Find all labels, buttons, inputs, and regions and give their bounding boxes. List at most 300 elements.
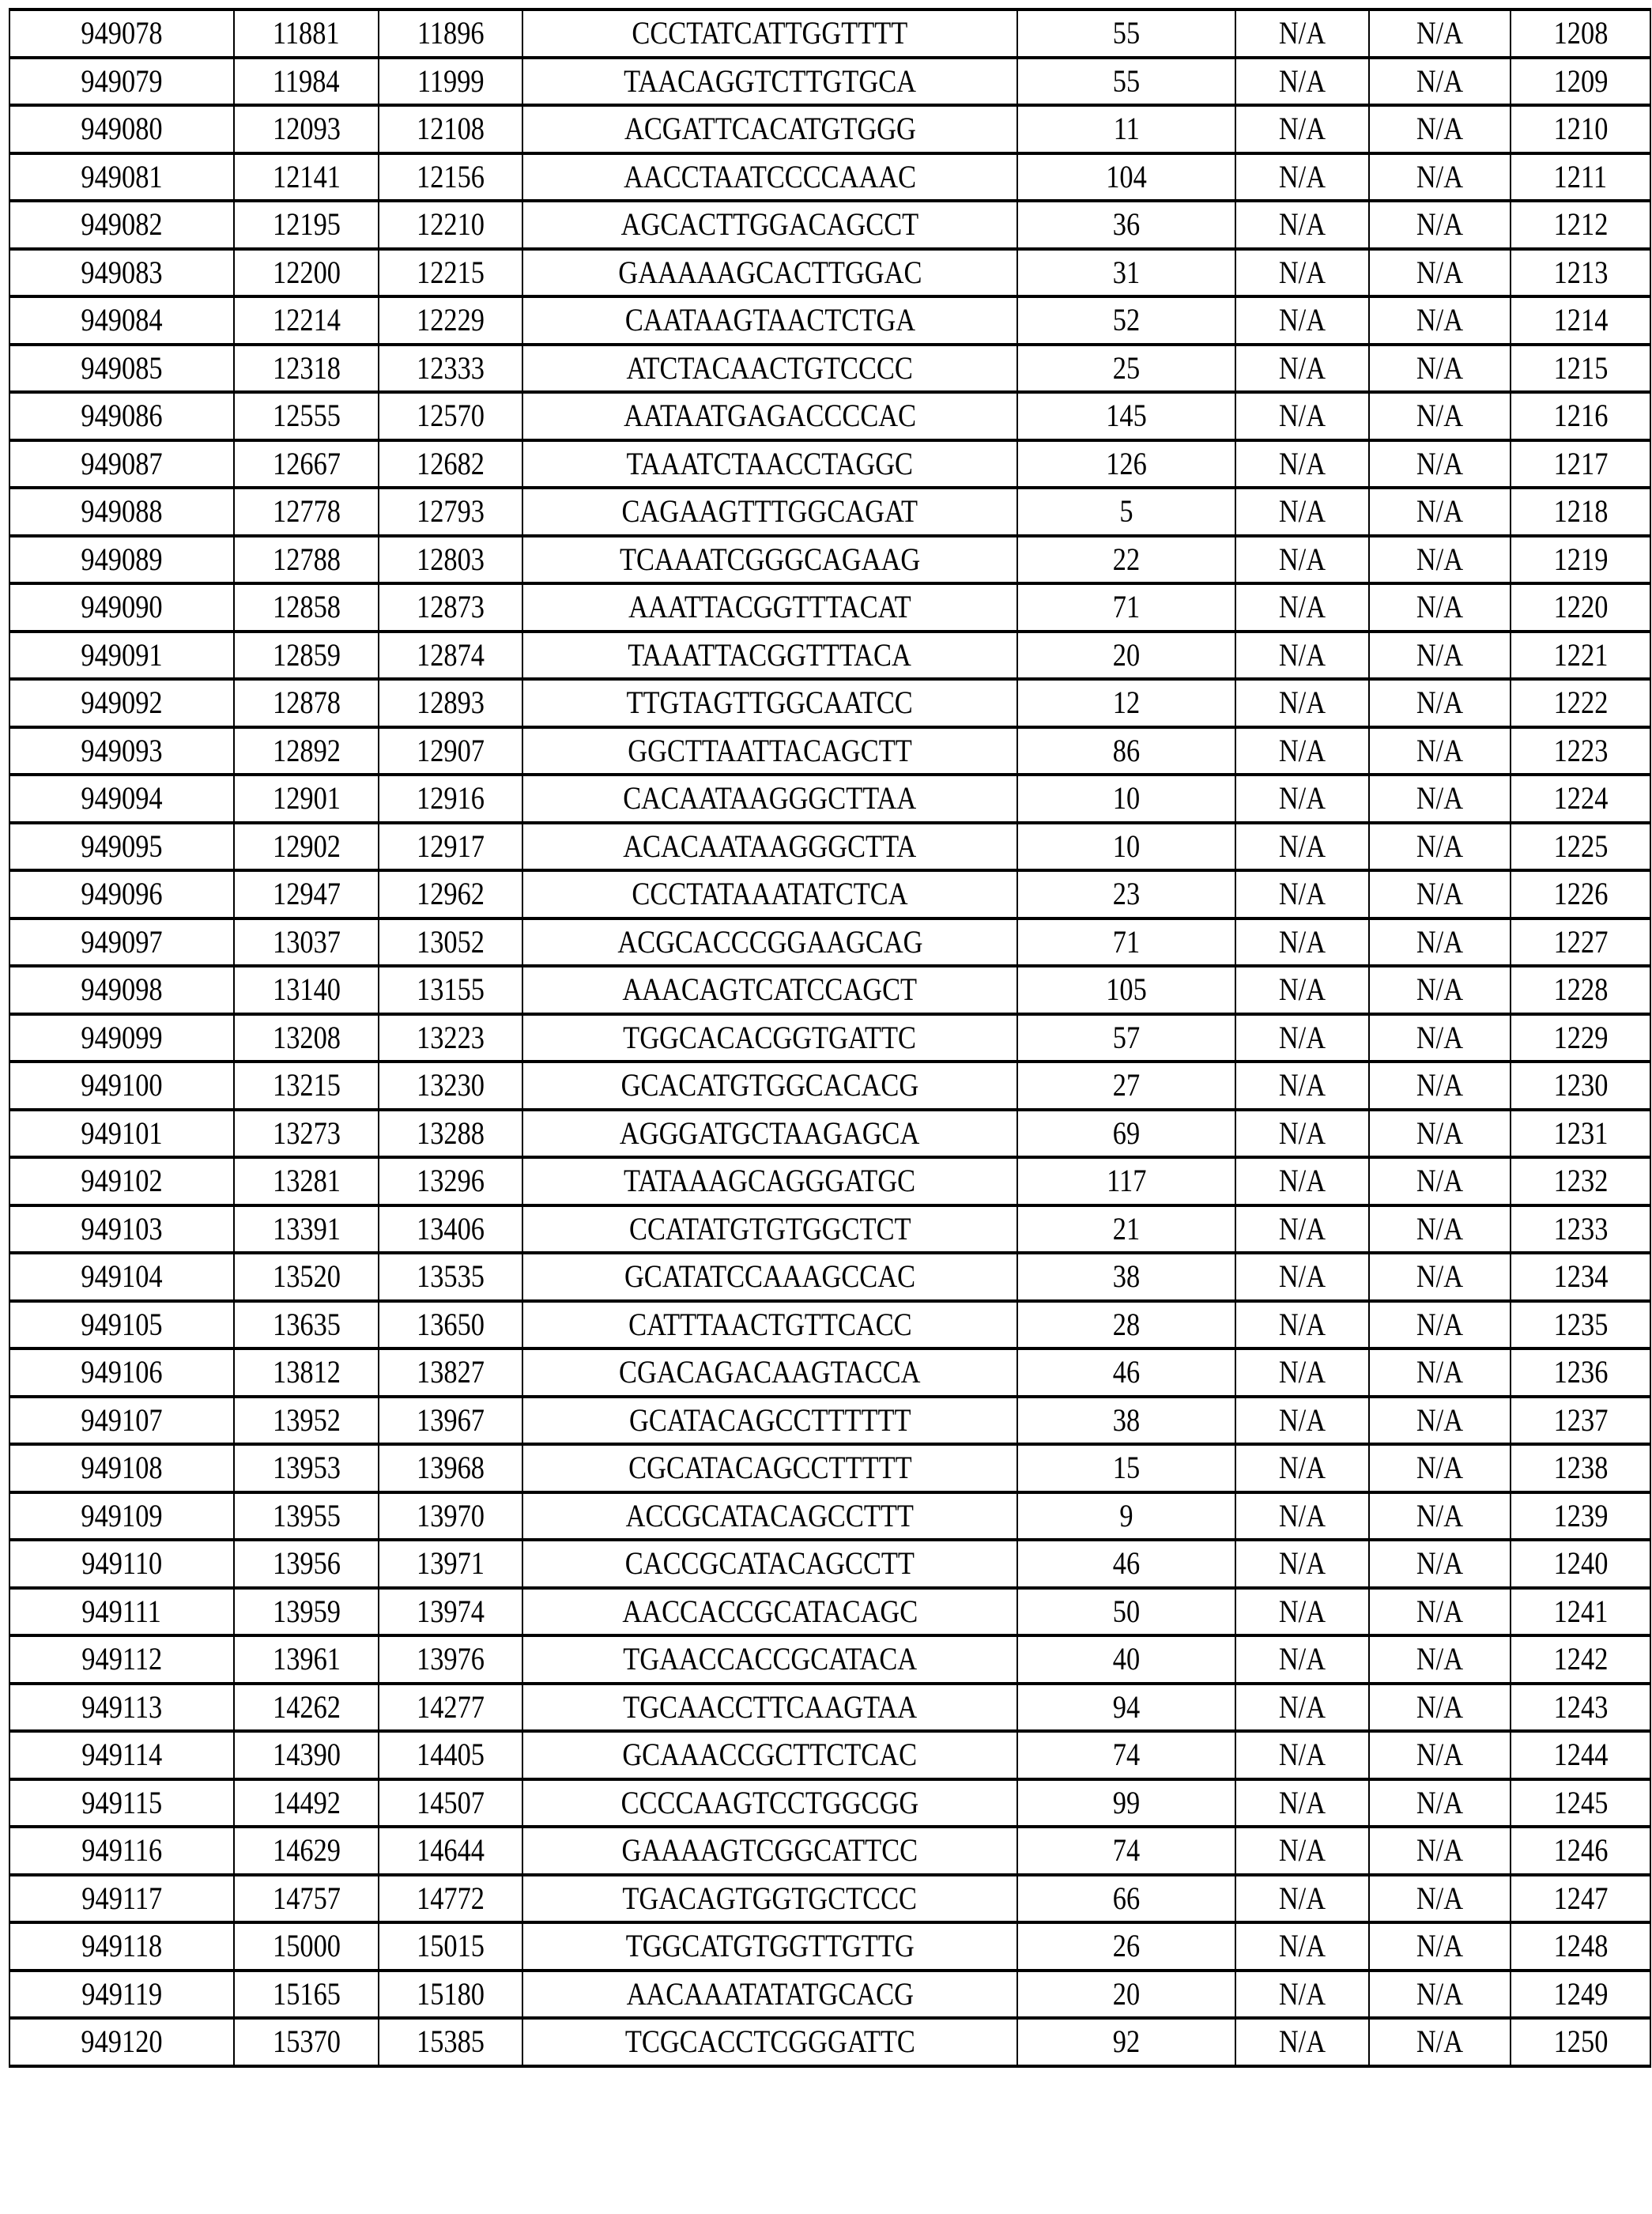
cell-stop-site xyxy=(379,1157,522,1205)
cell-sequence xyxy=(522,1971,1017,2019)
cell-text: N/A xyxy=(1279,1356,1326,1388)
table-row xyxy=(9,1731,1650,1779)
cell-sequence xyxy=(522,775,1017,823)
cell-na-col-1 xyxy=(1235,105,1369,153)
cell-text: ACGATTCACATGTGGG xyxy=(624,113,916,145)
cell-text: N/A xyxy=(1279,1452,1326,1484)
cell-compound-id xyxy=(9,1731,234,1779)
cell-stop-site xyxy=(379,1540,522,1588)
cell-value xyxy=(1017,1444,1235,1492)
cell-text: 949080 xyxy=(81,113,162,145)
cell-text: 949090 xyxy=(81,591,162,623)
cell-value xyxy=(1017,1157,1235,1205)
cell-text: AAATTACGGTTTACAT xyxy=(628,591,911,623)
cell-text: N/A xyxy=(1279,496,1326,527)
cell-seq-id-no xyxy=(1511,727,1650,775)
cell-stop-site xyxy=(379,1588,522,1636)
cell-text: AGCACTTGGACAGCCT xyxy=(621,209,919,240)
cell-value xyxy=(1017,1731,1235,1779)
cell-text: 13970 xyxy=(417,1500,485,1532)
cell-text: N/A xyxy=(1416,591,1463,623)
cell-compound-id xyxy=(9,775,234,823)
cell-start-site xyxy=(234,583,379,632)
cell-value xyxy=(1017,1062,1235,1110)
cell-value xyxy=(1017,966,1235,1014)
cell-start-site xyxy=(234,1062,379,1110)
cell-text: N/A xyxy=(1416,1069,1463,1101)
cell-text: 46 xyxy=(1113,1356,1140,1388)
table-row xyxy=(9,153,1650,202)
cell-text: 15000 xyxy=(273,1930,341,1962)
cell-start-site xyxy=(234,1492,379,1541)
cell-text: N/A xyxy=(1416,544,1463,575)
cell-text: 1215 xyxy=(1553,353,1608,384)
cell-text: 13140 xyxy=(273,974,341,1005)
cell-stop-site xyxy=(379,679,522,727)
cell-text: AACCTAATCCCCAAAC xyxy=(624,161,916,193)
cell-text: 11896 xyxy=(417,17,485,49)
table-row xyxy=(9,105,1650,153)
cell-text: N/A xyxy=(1279,544,1326,575)
cell-text: 11999 xyxy=(417,66,485,97)
cell-sequence xyxy=(522,1731,1017,1779)
cell-text: 1219 xyxy=(1553,544,1608,575)
table-row xyxy=(9,1205,1650,1254)
cell-na-col-2 xyxy=(1369,1875,1511,1923)
cell-text: 12093 xyxy=(273,113,341,145)
cell-stop-site xyxy=(379,1922,522,1971)
cell-sequence xyxy=(522,1540,1017,1588)
cell-seq-id-no xyxy=(1511,918,1650,967)
cell-text: 50 xyxy=(1113,1596,1140,1627)
cell-text: 117 xyxy=(1107,1165,1146,1197)
table-row xyxy=(9,1301,1650,1349)
cell-start-site xyxy=(234,1684,379,1732)
cell-seq-id-no xyxy=(1511,2018,1650,2066)
cell-na-col-1 xyxy=(1235,1731,1369,1779)
cell-seq-id-no xyxy=(1511,1062,1650,1110)
cell-text: 13956 xyxy=(273,1548,341,1579)
cell-stop-site xyxy=(379,775,522,823)
cell-stop-site xyxy=(379,727,522,775)
cell-value xyxy=(1017,1397,1235,1445)
cell-compound-id xyxy=(9,632,234,680)
cell-sequence xyxy=(522,488,1017,536)
cell-na-col-2 xyxy=(1369,1110,1511,1158)
cell-value xyxy=(1017,1205,1235,1254)
cell-text: 1247 xyxy=(1553,1883,1608,1914)
cell-text: N/A xyxy=(1279,1643,1326,1675)
cell-text: N/A xyxy=(1416,639,1463,671)
cell-text: 1241 xyxy=(1553,1596,1608,1627)
cell-text: N/A xyxy=(1279,1596,1326,1627)
cell-text: 13406 xyxy=(417,1213,485,1245)
cell-text: 104 xyxy=(1106,161,1147,193)
cell-na-col-2 xyxy=(1369,1253,1511,1301)
cell-na-col-2 xyxy=(1369,823,1511,871)
cell-text: TTGTAGTTGGCAATCC xyxy=(627,687,913,719)
cell-start-site xyxy=(234,296,379,345)
cell-seq-id-no xyxy=(1511,632,1650,680)
cell-value xyxy=(1017,727,1235,775)
table-row xyxy=(9,1684,1650,1732)
cell-na-col-2 xyxy=(1369,1635,1511,1684)
cell-na-col-2 xyxy=(1369,345,1511,393)
cell-text: 1211 xyxy=(1554,161,1608,193)
table-row xyxy=(9,1157,1650,1205)
table-row xyxy=(9,823,1650,871)
cell-seq-id-no xyxy=(1511,679,1650,727)
cell-seq-id-no xyxy=(1511,1301,1650,1349)
cell-text: 14492 xyxy=(273,1787,341,1819)
cell-compound-id xyxy=(9,153,234,202)
cell-start-site xyxy=(234,392,379,440)
table-row xyxy=(9,1827,1650,1875)
cell-na-col-2 xyxy=(1369,1205,1511,1254)
cell-text: 949083 xyxy=(81,257,162,289)
cell-text: 15 xyxy=(1113,1452,1140,1484)
cell-start-site xyxy=(234,536,379,584)
table-row xyxy=(9,440,1650,488)
cell-value xyxy=(1017,440,1235,488)
cell-value xyxy=(1017,679,1235,727)
cell-na-col-2 xyxy=(1369,1971,1511,2019)
cell-sequence xyxy=(522,1397,1017,1445)
cell-na-col-1 xyxy=(1235,440,1369,488)
cell-value xyxy=(1017,1253,1235,1301)
cell-text: ATCTACAACTGTCCCC xyxy=(627,353,913,384)
cell-value xyxy=(1017,1492,1235,1541)
cell-compound-id xyxy=(9,488,234,536)
cell-sequence xyxy=(522,440,1017,488)
cell-text: 1225 xyxy=(1553,831,1608,862)
cell-na-col-1 xyxy=(1235,1635,1369,1684)
cell-text: 13535 xyxy=(417,1261,485,1292)
cell-seq-id-no xyxy=(1511,1014,1650,1062)
cell-seq-id-no xyxy=(1511,392,1650,440)
cell-text: N/A xyxy=(1416,1548,1463,1579)
cell-sequence xyxy=(522,870,1017,918)
cell-na-col-1 xyxy=(1235,1971,1369,2019)
cell-text: 10 xyxy=(1113,831,1140,862)
cell-stop-site xyxy=(379,1348,522,1397)
cell-start-site xyxy=(234,966,379,1014)
table-row xyxy=(9,1348,1650,1397)
cell-text: N/A xyxy=(1279,1835,1326,1866)
cell-text: 13391 xyxy=(273,1213,341,1245)
cell-text: 11 xyxy=(1113,113,1139,145)
cell-text: TGGCATGTGGTTGTTG xyxy=(626,1930,915,1962)
table-row xyxy=(9,536,1650,584)
cell-seq-id-no xyxy=(1511,1444,1650,1492)
cell-compound-id xyxy=(9,440,234,488)
cell-text: N/A xyxy=(1279,831,1326,862)
cell-text: 949114 xyxy=(81,1739,162,1771)
cell-text: N/A xyxy=(1279,783,1326,814)
cell-text: 71 xyxy=(1113,591,1140,623)
cell-text: 12962 xyxy=(417,878,485,910)
cell-compound-id xyxy=(9,1827,234,1875)
cell-text: 1229 xyxy=(1553,1022,1608,1054)
cell-stop-site xyxy=(379,1014,522,1062)
cell-compound-id xyxy=(9,870,234,918)
cell-start-site xyxy=(234,1205,379,1254)
cell-value xyxy=(1017,1875,1235,1923)
cell-text: CACCGCATACAGCCTT xyxy=(625,1548,915,1579)
cell-na-col-1 xyxy=(1235,296,1369,345)
cell-stop-site xyxy=(379,201,522,249)
cell-na-col-2 xyxy=(1369,1348,1511,1397)
cell-seq-id-no xyxy=(1511,870,1650,918)
cell-text: 13296 xyxy=(417,1165,485,1197)
cell-na-col-2 xyxy=(1369,1301,1511,1349)
cell-stop-site xyxy=(379,1110,522,1158)
cell-na-col-1 xyxy=(1235,345,1369,393)
cell-text: 949108 xyxy=(81,1452,162,1484)
cell-text: 12667 xyxy=(273,448,341,480)
cell-start-site xyxy=(234,870,379,918)
table-row xyxy=(9,1922,1650,1971)
cell-seq-id-no xyxy=(1511,1971,1650,2019)
cell-start-site xyxy=(234,1971,379,2019)
cell-sequence xyxy=(522,823,1017,871)
cell-na-col-2 xyxy=(1369,536,1511,584)
cell-text: 1216 xyxy=(1553,400,1608,432)
cell-text: N/A xyxy=(1279,448,1326,480)
cell-na-col-2 xyxy=(1369,1540,1511,1588)
cell-text: 1221 xyxy=(1553,639,1608,671)
cell-text: 12555 xyxy=(273,400,341,432)
cell-sequence xyxy=(522,201,1017,249)
cell-text: 1240 xyxy=(1553,1548,1608,1579)
cell-value xyxy=(1017,1971,1235,2019)
cell-text: 55 xyxy=(1113,66,1140,97)
cell-start-site xyxy=(234,1301,379,1349)
table-row xyxy=(9,1588,1650,1636)
cell-seq-id-no xyxy=(1511,536,1650,584)
cell-value xyxy=(1017,1110,1235,1158)
cell-text: N/A xyxy=(1416,66,1463,97)
cell-text: 1230 xyxy=(1553,1069,1608,1101)
cell-text: 13812 xyxy=(273,1356,341,1388)
cell-text: N/A xyxy=(1279,639,1326,671)
cell-text: 949095 xyxy=(81,831,162,862)
cell-text: CAGAAGTTTGGCAGAT xyxy=(622,496,918,527)
cell-text: CACAATAAGGGCTTAA xyxy=(624,783,917,814)
cell-seq-id-no xyxy=(1511,153,1650,202)
cell-text: 13037 xyxy=(273,926,341,958)
cell-text: CCCCAAGTCCTGGCGG xyxy=(621,1787,919,1819)
cell-value xyxy=(1017,1827,1235,1875)
cell-compound-id xyxy=(9,1157,234,1205)
cell-sequence xyxy=(522,58,1017,106)
cell-sequence xyxy=(522,918,1017,967)
cell-start-site xyxy=(234,105,379,153)
cell-stop-site xyxy=(379,392,522,440)
cell-text: 94 xyxy=(1113,1692,1140,1723)
cell-seq-id-no xyxy=(1511,9,1650,58)
cell-stop-site xyxy=(379,1492,522,1541)
cell-sequence xyxy=(522,2018,1017,2066)
cell-stop-site xyxy=(379,9,522,58)
cell-na-col-1 xyxy=(1235,392,1369,440)
cell-text: 28 xyxy=(1113,1309,1140,1341)
table-row xyxy=(9,9,1650,58)
table-row xyxy=(9,1062,1650,1110)
cell-text: 1234 xyxy=(1553,1261,1608,1292)
cell-value xyxy=(1017,345,1235,393)
cell-compound-id xyxy=(9,1110,234,1158)
cell-value xyxy=(1017,1684,1235,1732)
cell-text: 26 xyxy=(1113,1930,1140,1962)
cell-text: 1239 xyxy=(1553,1500,1608,1532)
cell-sequence xyxy=(522,345,1017,393)
cell-text: TAAATCTAACCTAGGC xyxy=(627,448,914,480)
cell-text: N/A xyxy=(1279,1309,1326,1341)
cell-na-col-1 xyxy=(1235,1157,1369,1205)
cell-text: 9 xyxy=(1119,1500,1133,1532)
cell-text: N/A xyxy=(1416,1883,1463,1914)
cell-text: 13155 xyxy=(417,974,485,1005)
cell-sequence xyxy=(522,1444,1017,1492)
cell-na-col-1 xyxy=(1235,679,1369,727)
cell-text: 949078 xyxy=(81,17,162,49)
cell-start-site xyxy=(234,632,379,680)
cell-text: 71 xyxy=(1113,926,1140,958)
cell-na-col-1 xyxy=(1235,1827,1369,1875)
cell-compound-id xyxy=(9,1875,234,1923)
cell-text: 145 xyxy=(1106,400,1147,432)
cell-na-col-1 xyxy=(1235,1540,1369,1588)
cell-text: 14644 xyxy=(417,1835,485,1866)
cell-compound-id xyxy=(9,1253,234,1301)
cell-compound-id xyxy=(9,1779,234,1827)
cell-text: GCAAACCGCTTCTCAC xyxy=(623,1739,918,1771)
cell-text: N/A xyxy=(1279,1500,1326,1532)
cell-text: 13635 xyxy=(273,1309,341,1341)
cell-na-col-2 xyxy=(1369,632,1511,680)
cell-compound-id xyxy=(9,2018,234,2066)
cell-na-col-2 xyxy=(1369,1922,1511,1971)
cell-text: 21 xyxy=(1113,1213,1140,1245)
table-row xyxy=(9,1014,1650,1062)
cell-text: ACCGCATACAGCCTTT xyxy=(626,1500,914,1532)
table-row xyxy=(9,1253,1650,1301)
cell-text: TGAACCACCGCATACA xyxy=(623,1643,917,1675)
cell-text: 105 xyxy=(1106,974,1147,1005)
cell-compound-id xyxy=(9,1684,234,1732)
cell-start-site xyxy=(234,2018,379,2066)
cell-text: 92 xyxy=(1113,2026,1140,2057)
cell-text: 1218 xyxy=(1553,496,1608,527)
table-row xyxy=(9,1875,1650,1923)
cell-text: 13223 xyxy=(417,1022,485,1054)
cell-value xyxy=(1017,296,1235,345)
cell-text: 5 xyxy=(1119,496,1133,527)
cell-na-col-1 xyxy=(1235,1348,1369,1397)
cell-seq-id-no xyxy=(1511,1875,1650,1923)
cell-seq-id-no xyxy=(1511,1779,1650,1827)
cell-text: 55 xyxy=(1113,17,1140,49)
cell-text: N/A xyxy=(1279,2026,1326,2057)
cell-compound-id xyxy=(9,1971,234,2019)
cell-na-col-2 xyxy=(1369,1014,1511,1062)
cell-text: N/A xyxy=(1279,591,1326,623)
cell-text: 12108 xyxy=(417,113,485,145)
cell-text: N/A xyxy=(1416,113,1463,145)
cell-na-col-2 xyxy=(1369,679,1511,727)
cell-text: N/A xyxy=(1279,1165,1326,1197)
cell-text: 31 xyxy=(1113,257,1140,289)
cell-value xyxy=(1017,583,1235,632)
cell-value xyxy=(1017,918,1235,967)
cell-seq-id-no xyxy=(1511,58,1650,106)
cell-text: 12210 xyxy=(417,209,485,240)
cell-text: CCCTATCATTGGTTTT xyxy=(632,17,908,49)
cell-sequence xyxy=(522,1253,1017,1301)
cell-text: 1250 xyxy=(1553,2026,1608,2057)
cell-text: N/A xyxy=(1279,926,1326,958)
cell-seq-id-no xyxy=(1511,440,1650,488)
cell-sequence xyxy=(522,583,1017,632)
cell-seq-id-no xyxy=(1511,1253,1650,1301)
cell-text: 13953 xyxy=(273,1452,341,1484)
cell-text: N/A xyxy=(1279,878,1326,910)
cell-compound-id xyxy=(9,1922,234,1971)
cell-na-col-2 xyxy=(1369,966,1511,1014)
cell-compound-id xyxy=(9,9,234,58)
cell-na-col-1 xyxy=(1235,918,1369,967)
cell-text: N/A xyxy=(1416,1213,1463,1245)
cell-text: 13208 xyxy=(273,1022,341,1054)
cell-seq-id-no xyxy=(1511,488,1650,536)
cell-text: CGACAGACAAGTACCA xyxy=(619,1356,920,1388)
cell-text: N/A xyxy=(1416,1500,1463,1532)
cell-text: N/A xyxy=(1416,17,1463,49)
cell-na-col-2 xyxy=(1369,1492,1511,1541)
table-row xyxy=(9,1635,1650,1684)
cell-text: 13650 xyxy=(417,1309,485,1341)
cell-text: N/A xyxy=(1279,1213,1326,1245)
cell-text: N/A xyxy=(1416,878,1463,910)
cell-text: TAAATTACGGTTTACA xyxy=(628,639,912,671)
table-row xyxy=(9,1540,1650,1588)
cell-text: 1226 xyxy=(1553,878,1608,910)
cell-text: 949098 xyxy=(81,974,162,1005)
cell-text: GGCTTAATTACAGCTT xyxy=(628,735,911,767)
cell-stop-site xyxy=(379,105,522,153)
cell-text: 13974 xyxy=(417,1596,485,1627)
cell-text: 949107 xyxy=(81,1405,162,1436)
cell-text: 27 xyxy=(1113,1069,1140,1101)
cell-text: N/A xyxy=(1279,687,1326,719)
cell-start-site xyxy=(234,1635,379,1684)
cell-na-col-2 xyxy=(1369,583,1511,632)
cell-stop-site xyxy=(379,296,522,345)
cell-stop-site xyxy=(379,2018,522,2066)
cell-na-col-2 xyxy=(1369,296,1511,345)
cell-stop-site xyxy=(379,583,522,632)
cell-sequence xyxy=(522,392,1017,440)
cell-value xyxy=(1017,823,1235,871)
cell-start-site xyxy=(234,679,379,727)
cell-text: 13955 xyxy=(273,1500,341,1532)
table-row xyxy=(9,1779,1650,1827)
cell-text: N/A xyxy=(1416,448,1463,480)
cell-text: 13976 xyxy=(417,1643,485,1675)
cell-na-col-1 xyxy=(1235,775,1369,823)
table-row xyxy=(9,870,1650,918)
